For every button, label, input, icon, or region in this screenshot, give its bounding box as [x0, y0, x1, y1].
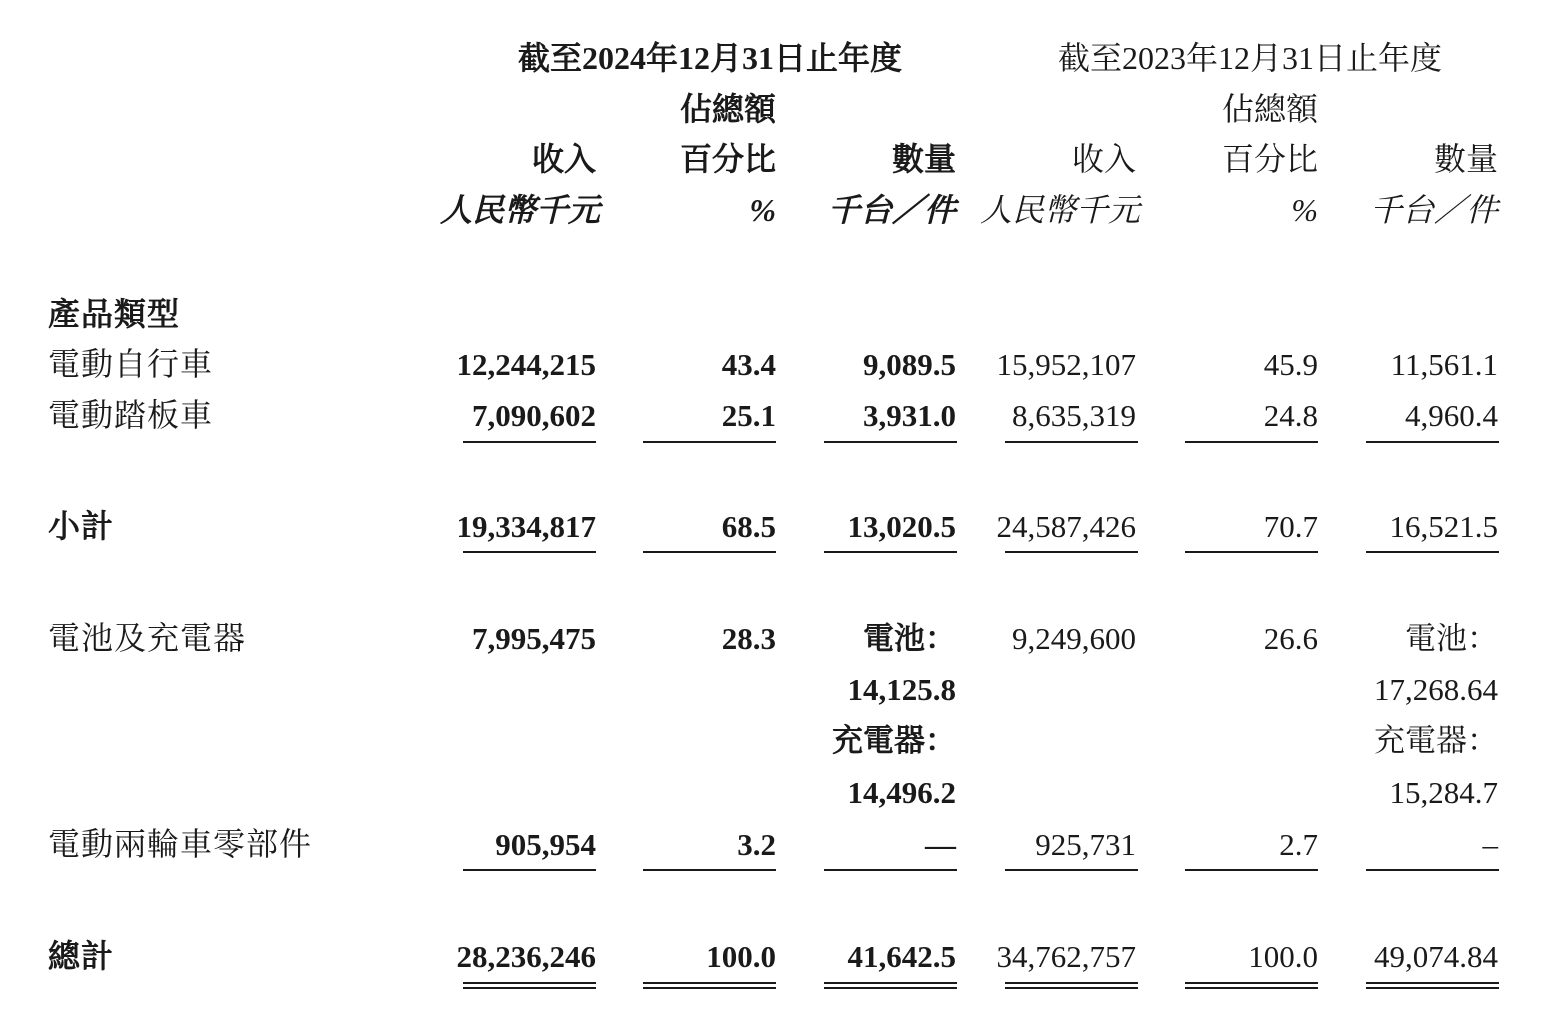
underline — [643, 441, 776, 443]
row-label: 電池及充電器 — [48, 620, 247, 656]
quantity-header-2024: 數量 — [891, 141, 956, 177]
row-label: 電動踏板車 — [48, 397, 214, 433]
double-underline — [463, 982, 596, 989]
underline — [1185, 441, 1318, 443]
cell-qty-2024: 41,642.5 — [847, 939, 956, 974]
underline — [1005, 441, 1138, 443]
underline — [1185, 551, 1318, 553]
cell-rev-2023: 24,587,426 — [996, 509, 1136, 544]
section-title-product-type: 產品類型 — [48, 296, 181, 332]
unit-rmb-2023: 人民幣千元 — [980, 192, 1141, 228]
cell-pct-2023: 2.7 — [1279, 827, 1318, 862]
cell-rev-2024: 19,334,817 — [456, 509, 596, 544]
underline — [824, 869, 957, 871]
row-label: 電動自行車 — [48, 346, 214, 382]
revenue-header-2023: 收入 — [1071, 141, 1136, 177]
cell-pct-2023: 24.8 — [1263, 398, 1318, 433]
underline — [463, 869, 596, 871]
cell-pct-2023: 100.0 — [1248, 939, 1318, 974]
underline — [824, 441, 957, 443]
cell-pct-2024: 28.3 — [721, 621, 776, 656]
revenue-header-2024: 收入 — [531, 141, 596, 177]
unit-qty-2024: 千台／件 — [827, 192, 956, 228]
cell-qty-2024: 3,931.0 — [863, 398, 956, 433]
cell-pct-2024: 43.4 — [721, 347, 776, 382]
cell-qty-2023: 49,074.84 — [1374, 939, 1498, 974]
unit-rmb-2024: 人民幣千元 — [440, 192, 601, 228]
unit-qty-2023: 千台／件 — [1369, 192, 1498, 228]
row-label: 小計 — [48, 508, 115, 544]
cell-rev-2023: 925,731 — [1035, 827, 1136, 862]
cell-qty-2023-battery-label: 電池： — [1405, 621, 1498, 656]
cell-qty-2023: 11,561.1 — [1390, 347, 1498, 382]
double-underline — [1366, 982, 1499, 989]
period-header-2024: 截至2024年12月31日止年度 — [517, 40, 902, 76]
cell-pct-2024: 3.2 — [737, 827, 776, 862]
unit-pct-2024: % — [749, 192, 776, 228]
cell-rev-2023: 9,249,600 — [1012, 621, 1136, 656]
cell-rev-2024: 905,954 — [495, 827, 596, 862]
cell-qty-2023: 4,960.4 — [1405, 398, 1498, 433]
cell-rev-2024: 7,090,602 — [472, 398, 596, 433]
underline — [463, 551, 596, 553]
underline — [824, 551, 957, 553]
cell-qty-2023: – — [1482, 827, 1498, 862]
cell-rev-2024: 28,236,246 — [456, 939, 596, 974]
cell-pct-2023: 26.6 — [1263, 621, 1318, 656]
cell-qty-2024: 13,020.5 — [847, 509, 956, 544]
cell-qty-2024-battery: 14,125.8 — [847, 672, 956, 707]
cell-pct-2023: 45.9 — [1263, 347, 1318, 382]
underline — [1185, 869, 1318, 871]
double-underline — [1005, 982, 1138, 989]
cell-qty-2024-battery-label: 電池： — [863, 621, 956, 656]
cell-rev-2023: 8,635,319 — [1012, 398, 1136, 433]
period-header-2023: 截至2023年12月31日止年度 — [1057, 40, 1442, 76]
cell-pct-2024: 68.5 — [721, 509, 776, 544]
underline — [1005, 869, 1138, 871]
cell-rev-2023: 15,952,107 — [996, 347, 1136, 382]
row-label: 電動兩輪車零部件 — [48, 826, 313, 862]
row-label: 總計 — [48, 938, 115, 974]
underline — [643, 551, 776, 553]
cell-qty-2023-battery: 17,268.64 — [1374, 672, 1498, 707]
underline — [643, 869, 776, 871]
unit-pct-2023: % — [1291, 192, 1318, 228]
cell-qty-2024: 9,089.5 — [863, 347, 956, 382]
percentage-header-2023: 百分比 — [1221, 141, 1318, 177]
double-underline — [1185, 982, 1318, 989]
cell-pct-2024: 100.0 — [706, 939, 776, 974]
cell-qty-2023: 16,521.5 — [1389, 509, 1498, 544]
cell-qty-2024: — — [925, 827, 956, 862]
underline — [1366, 441, 1499, 443]
cell-qty-2023-charger-label: 充電器： — [1374, 723, 1498, 758]
underline — [1005, 551, 1138, 553]
cell-rev-2023: 34,762,757 — [996, 939, 1136, 974]
double-underline — [643, 982, 776, 989]
percentage-header-2024: 百分比 — [679, 141, 776, 177]
underline — [463, 441, 596, 443]
quantity-header-2023: 數量 — [1433, 141, 1498, 177]
share-header-2024: 佔總額 — [679, 91, 776, 127]
cell-qty-2024-charger-label: 充電器： — [832, 723, 956, 758]
cell-qty-2023-charger: 15,284.7 — [1389, 775, 1498, 810]
underline — [1366, 869, 1499, 871]
underline — [1366, 551, 1499, 553]
cell-qty-2024-charger: 14,496.2 — [847, 775, 956, 810]
cell-pct-2024: 25.1 — [721, 398, 776, 433]
double-underline — [824, 982, 957, 989]
cell-rev-2024: 12,244,215 — [456, 347, 596, 382]
cell-pct-2023: 70.7 — [1263, 509, 1318, 544]
cell-rev-2024: 7,995,475 — [472, 621, 596, 656]
share-header-2023: 佔總額 — [1221, 91, 1318, 127]
